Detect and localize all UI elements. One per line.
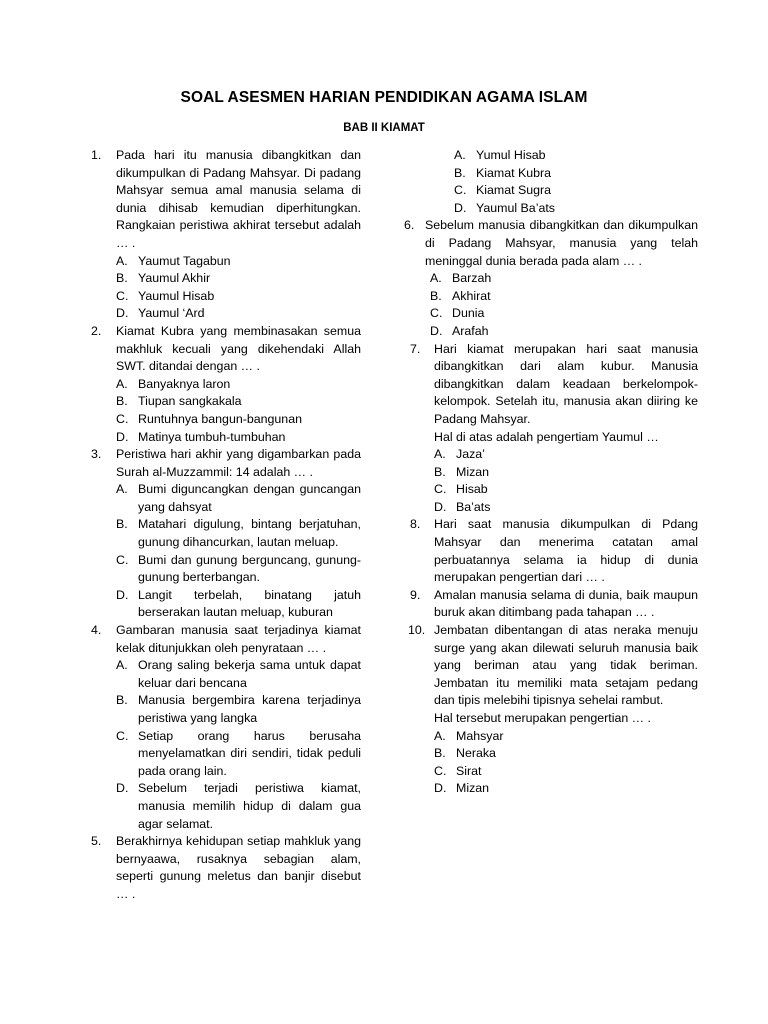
option-c [430,305,698,323]
option-a [434,728,698,746]
option-text: Matahari digulung, bintang berjatuhan, gunung dihancurkan, lautan meluap. [138,517,361,550]
left-column [91,147,361,904]
option-letter: A. [454,148,466,162]
option-text: Mizan [456,781,490,796]
option-text: Kiamat Kubra [476,165,552,180]
option-d [434,499,698,517]
option-a [434,446,698,464]
options-list [116,376,361,446]
options-list [434,728,698,798]
option-letter: B. [434,746,446,761]
option-letter: D. [454,200,467,215]
question-text: Sebelum manusia dibangkitkan dan dikumpulkan di Padang Mahsyar, manusia yang telah meninggal dunia berada pada alam … . [425,218,698,268]
question-9 [404,587,698,622]
question-text: Berakhirnya kehidupan setiap mahkluk yang bernyaawa, rusaknya sebagian alam, seperti gunung meletus dan banjir disebut … . [116,834,361,901]
option-c [116,552,361,587]
question-5 [91,833,361,903]
option-text: Manusia bergembira karena terjadinya peristiwa yang langka [138,693,361,725]
option-text: Banyaknya laron [138,376,231,391]
chapter-subtitle: BAB II KIAMAT [343,122,425,134]
option-text: Barzah [452,271,492,286]
question-10 [404,622,698,798]
question-text: Peristiwa hari akhir yang digambarkan pada Surah al-Muzzammil: 14 adalah … . [116,447,361,479]
option-letter: B. [116,517,128,532]
option-text: Neraka [456,746,496,761]
option-text: Yaumul Ba’ats [476,200,555,215]
option-letter: C. [434,763,447,778]
option-text: Sebelum terjadi peristiwa kiamat, manusia memilih hidup di dalam gua agar selamat. [138,781,361,831]
question-text: Hari saat manusia dikumpulkan di Pdang Mahsyar dan menerima catatan amal perbuatannya selama ia hidup di dunia merupakan pengertian dari … . [434,517,698,585]
option-d [116,429,361,447]
option-letter: B. [116,394,128,409]
option-c [434,481,698,499]
option-letter: B. [116,693,128,708]
question-number: 8. [410,517,421,532]
question-subtext: Hal tersebut merupakan pengertian … . [434,711,651,725]
option-b [116,516,361,551]
option-letter: C. [434,482,447,497]
option-letter: A. [116,658,128,673]
option-letter: A. [116,253,128,268]
option-text: Yaumul Hisab [138,288,215,303]
question-text: Gambaran manusia saat terjadinya kiamat kelak ditunjukkan oleh penyrataan … . [116,623,361,655]
option-text: Jaza’ [456,447,485,462]
question-number: 1. [91,148,102,162]
option-letter: D. [434,499,447,514]
option-letter: C. [454,183,467,198]
option-a [116,253,361,271]
option-letter: A. [116,482,128,497]
option-c [454,182,698,200]
options-list [116,481,361,622]
option-c [116,728,361,781]
option-text: Matinya tumbuh-tumbuhan [138,429,286,444]
question-text: Hari kiamat merupakan hari saat manusia dibangkitkan dari alam kubur. Manusia dibangkitkan dalam keadaan berkelompok-kelompok. Setelah itu, manusia akan diiring ke Padang Mahsyar. [434,341,698,426]
option-text: Runtuhnya bangun-bangunan [138,411,302,426]
question-7 [404,341,698,517]
option-text: Yaumul Akhir [138,271,211,286]
option-a [116,657,361,692]
question-number: 5. [91,834,102,849]
option-text: Mizan [456,464,490,479]
option-letter: D. [116,306,129,321]
option-letter: A. [430,271,442,286]
option-letter: D. [116,429,129,444]
option-d [116,587,361,622]
option-letter: D. [430,323,443,338]
option-c [116,411,361,429]
question-4 [91,622,361,833]
question-number: 3. [91,447,102,462]
option-text: Langit terbelah, binatang jatuh berserakan lautan meluap, kuburan [138,587,361,620]
option-letter: C. [116,288,129,303]
question-number: 6. [404,218,415,233]
option-text: Ba’ats [456,499,491,514]
option-c [434,763,698,781]
question-number: 7. [410,341,421,356]
option-d [430,323,698,341]
option-text: Yumul Hisab [476,148,546,162]
option-letter: A. [434,728,446,743]
option-letter: C. [116,411,129,426]
option-d [116,780,361,833]
option-a [430,270,698,288]
option-d [434,780,698,798]
option-text: Bumi dan gunung berguncang, gunung-gunung berterbangan. [138,552,361,585]
option-letter: C. [430,306,443,321]
option-b [116,393,361,411]
page-title: SOAL ASESMEN HARIAN PENDIDIKAN AGAMA ISLAM [180,89,588,106]
option-text: Tiupan sangkakala [138,394,242,409]
option-b [454,165,698,183]
option-b [116,270,361,288]
option-a [454,147,698,165]
option-b [434,464,698,482]
question-5-options-list [404,147,698,217]
options-list [116,657,361,833]
option-letter: D. [116,781,129,796]
question-number: 2. [91,323,102,338]
option-text: Kiamat Sugra [476,183,552,198]
question-text: Pada hari itu manusia dibangkitkan dan dikumpulkan di Padang Mahsyar. Di padang Mahsyar semua amal manusia selama di dunia dihisab kemudian diperhitungkan. Rangkaian peristiwa akhirat tersebut adalah … . [116,148,361,250]
question-text: Jembatan dibentangan di atas neraka menuju surge yang akan dilewati seluruh manusia baik yang beriman atau yang tidak beriman. Jembatan itu memiliki mata setajam pedang dan tipis melebihi tipisnya sehelai rambut. [434,623,698,708]
option-b [434,745,698,763]
question-2 [91,323,361,446]
option-text: Setiap orang harus berusaha menyelamatkan diri sendiri, tidak peduli pada orang lain. [138,728,361,778]
option-text: Mahsyar [456,728,504,743]
option-letter: B. [116,271,128,286]
option-text: Orang saling bekerja sama untuk dapat keluar dari bencana [138,658,361,690]
question-3 [91,446,361,622]
option-text: Sirat [456,763,482,778]
question-8 [404,516,698,586]
option-letter: C. [116,728,129,743]
question-text: Amalan manusia selama di dunia, baik maupun buruk akan ditimbang pada tahapan … . [434,587,698,620]
option-b [430,288,698,306]
option-text: Hisab [456,482,488,497]
option-text: Bumi diguncangkan dengan guncangan yang dahsyat [138,482,361,514]
right-column [404,147,698,798]
option-letter: B. [430,288,442,303]
option-letter: D. [434,781,447,796]
option-text: Yaumut Tagabun [138,253,231,268]
option-letter: A. [116,376,128,391]
option-letter: A. [434,447,446,462]
option-c [116,288,361,306]
question-1 [91,147,361,323]
question-number: 10. [408,623,426,638]
question-6 [404,217,698,340]
option-b [116,692,361,727]
options-list [434,446,698,516]
option-d [116,305,361,323]
options-list [430,270,698,340]
option-text: Akhirat [452,288,491,303]
question-number: 9. [410,587,421,602]
option-letter: D. [116,587,129,602]
option-letter: B. [434,464,446,479]
option-text: Yaumul ‘Ard [138,306,205,321]
option-a [116,481,361,516]
option-text: Dunia [452,306,485,321]
question-text: Kiamat Kubra yang membinasakan semua makhluk kecuali yang dikehendaki Allah SWT. ditandai dengan … . [116,323,361,374]
option-letter: C. [116,552,129,567]
option-a [116,376,361,394]
question-number: 4. [91,623,102,638]
question-subtext: Hal di atas adalah pengertiam Yaumul … [434,429,659,444]
option-d [454,200,698,218]
option-letter: B. [454,165,466,180]
options-list [116,253,361,323]
option-text: Arafah [452,323,489,338]
